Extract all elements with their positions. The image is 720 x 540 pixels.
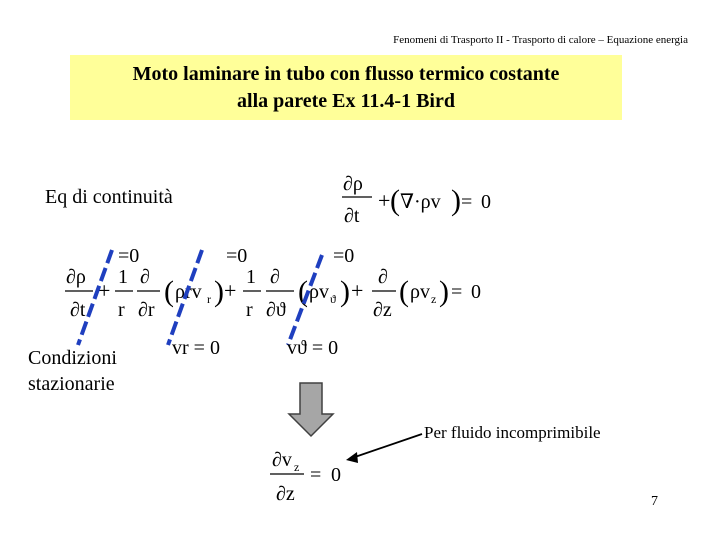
svg-text:): ) <box>340 275 350 308</box>
incompressible-note: Per fluido incomprimibile <box>424 423 601 442</box>
zero-mark-angular-term: =0 <box>333 245 355 267</box>
svg-text:): ) <box>451 184 461 217</box>
svg-text:∂z: ∂z <box>373 299 392 321</box>
continuity-equation <box>342 173 491 227</box>
svg-text:+: + <box>378 188 391 213</box>
continuity-zero: 0 <box>481 191 491 213</box>
svg-text:(: ( <box>399 275 409 308</box>
slide-header: Fenomeni di Trasporto II - Trasporto di calore – Equazione energia <box>393 34 688 46</box>
svg-text:): ) <box>214 275 224 308</box>
pointer-arrow-icon <box>352 434 422 458</box>
page-number: 7 <box>651 494 658 509</box>
svg-text:0: 0 <box>471 281 481 303</box>
svg-text:+: + <box>351 278 364 303</box>
vr-zero-condition: vr = 0 <box>172 337 220 359</box>
svg-text:=: = <box>310 464 322 486</box>
svg-text:∂: ∂ <box>270 266 280 288</box>
svg-text:(: ( <box>390 184 400 217</box>
svg-text:∇·ρv: ∇·ρv <box>400 191 441 213</box>
svg-text:∂: ∂ <box>140 266 150 288</box>
svg-text:1: 1 <box>118 266 128 288</box>
svg-text:+: + <box>224 278 237 303</box>
stationary-label-line2: stazionarie <box>28 373 115 395</box>
svg-text:z: z <box>431 292 437 306</box>
svg-text:=: = <box>461 191 473 213</box>
svg-text:∂r: ∂r <box>138 299 155 321</box>
svg-text:): ) <box>439 275 449 308</box>
svg-text:1: 1 <box>246 266 256 288</box>
down-arrow-icon <box>289 383 333 436</box>
svg-text:r: r <box>207 292 211 306</box>
svg-text:∂t: ∂t <box>344 205 360 227</box>
result-equation <box>270 449 341 505</box>
cylindrical-continuity-equation <box>65 266 481 321</box>
zero-mark-radial-term: =0 <box>226 245 248 267</box>
svg-text:ϑ: ϑ <box>330 292 336 306</box>
continuity-label: Eq di continuità <box>45 186 173 208</box>
result-zero: 0 <box>331 464 341 486</box>
svg-text:∂t: ∂t <box>70 299 86 321</box>
svg-text:(: ( <box>164 275 174 308</box>
svg-text:+: + <box>98 278 111 303</box>
slide-title-line1: Moto laminare in tubo con flusso termico costante <box>132 63 560 85</box>
svg-text:∂ρ: ∂ρ <box>343 173 363 195</box>
stationary-label-line1: Condizioni <box>28 347 117 369</box>
zero-mark-time-term: =0 <box>118 245 140 267</box>
svg-text:(: ( <box>298 275 308 308</box>
svg-text:∂z: ∂z <box>276 483 295 505</box>
svg-text:r: r <box>118 299 125 321</box>
svg-text:z: z <box>294 460 300 474</box>
svg-text:=: = <box>451 281 463 303</box>
svg-text:r: r <box>246 299 253 321</box>
svg-text:ρrv: ρrv <box>175 281 202 303</box>
svg-text:∂ρ: ∂ρ <box>66 266 86 288</box>
svg-text:ρv: ρv <box>410 281 430 303</box>
svg-text:ρv: ρv <box>309 281 329 303</box>
vtheta-zero-condition: vϑ = 0 <box>287 337 339 359</box>
svg-text:∂: ∂ <box>378 266 388 288</box>
svg-text:∂v: ∂v <box>272 449 292 471</box>
slide-title-line2: alla parete Ex 11.4-1 Bird <box>237 90 455 112</box>
svg-text:∂ϑ: ∂ϑ <box>266 299 286 321</box>
pointer-arrowhead-icon <box>346 452 358 463</box>
